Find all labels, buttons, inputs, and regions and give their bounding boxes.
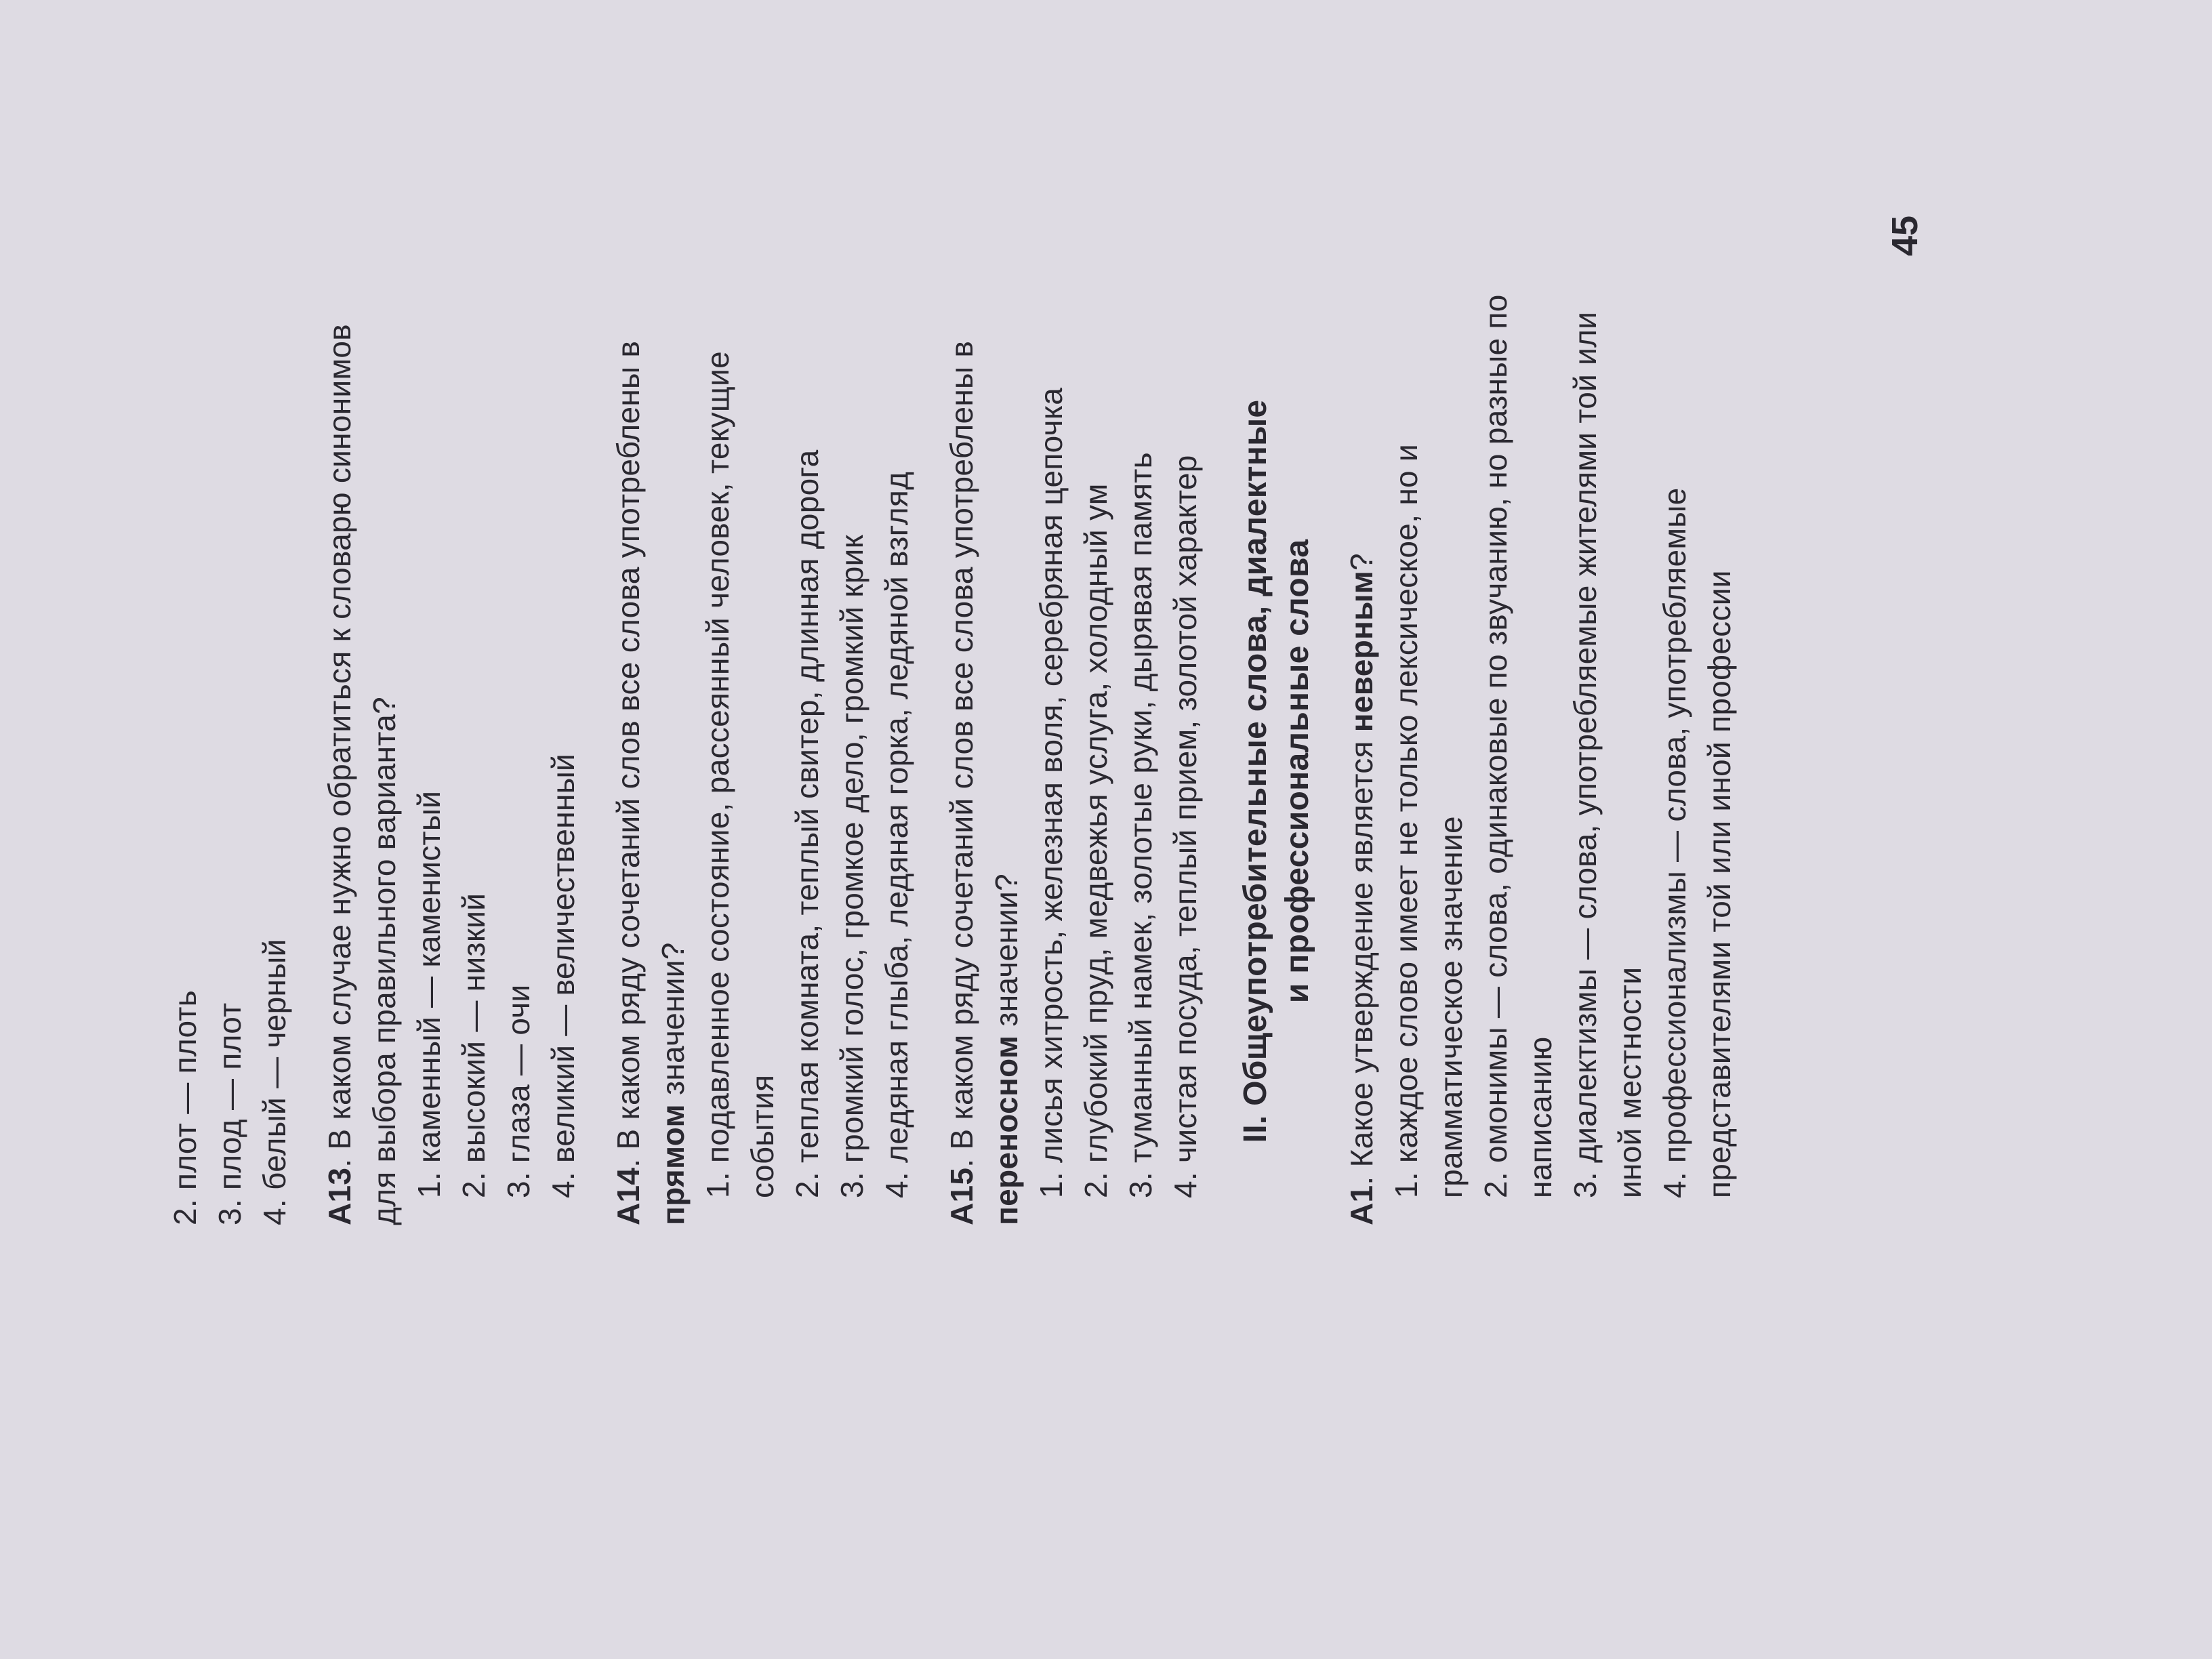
- question-a15: [939, 263, 1208, 1279]
- option: [830, 263, 874, 1279]
- option-text: каменный — каменистый: [411, 790, 447, 1163]
- option-text: великий — величественный: [546, 753, 581, 1163]
- option: [1473, 263, 1563, 1279]
- option: [785, 263, 830, 1279]
- option-text: подавленное состояние, рассеянный человек, текущие события: [700, 351, 780, 1198]
- option-number: 3.: [1123, 1172, 1158, 1198]
- page-content: [163, 263, 1742, 1279]
- option-text: туманный намек, золотые руки, дырявая память: [1123, 452, 1158, 1163]
- option-number: 3.: [501, 1172, 536, 1198]
- option: [1652, 263, 1742, 1279]
- option-number: 3.: [1568, 1172, 1603, 1198]
- item-text: плот — плоть: [167, 989, 203, 1190]
- question-label: А13: [322, 1167, 357, 1225]
- option-text: громкий голос, громкое дело, громкий крик: [834, 534, 869, 1163]
- option: [451, 263, 496, 1279]
- page-number: 45: [1885, 215, 1925, 256]
- option: [1118, 263, 1163, 1279]
- question-text: [606, 263, 695, 1279]
- option-text: теплая комната, теплый свитер, длинная дорога: [790, 449, 825, 1163]
- option-number: 1.: [1033, 1172, 1069, 1198]
- option-number: 1.: [411, 1172, 447, 1198]
- question-label: А1: [1344, 1185, 1379, 1225]
- option: [1384, 263, 1473, 1279]
- option: [1563, 263, 1652, 1279]
- item-text: белый — черный: [257, 939, 292, 1190]
- option-text: чистая посуда, теплый прием, золотой характер: [1168, 455, 1203, 1163]
- question-body: . В каком случае нужно обратиться к словарю синонимов для выбора правильного варианта?: [322, 324, 402, 1225]
- option-number: 1.: [700, 1172, 735, 1198]
- question-label: А14: [611, 1167, 646, 1225]
- option-text: ледяная глыба, ледяная горка, ледяной взгляд: [879, 471, 914, 1163]
- option-text: омонимы — слова, одинаковые по звучанию, но разные по написанию: [1478, 294, 1558, 1198]
- question-text: [939, 263, 1029, 1279]
- question-body-end: значении?: [655, 942, 691, 1105]
- items-top: [163, 263, 297, 1279]
- list-item: [252, 263, 297, 1279]
- question-body: . Какое утверждение является: [1344, 732, 1379, 1185]
- option-number: 4.: [879, 1172, 914, 1198]
- option-number: 2.: [1078, 1172, 1113, 1198]
- question-body-end: ?: [1344, 553, 1379, 571]
- option: [874, 263, 919, 1279]
- option-number: 2.: [1478, 1172, 1513, 1198]
- question-emphasis: прямом: [655, 1104, 691, 1225]
- question-a13: [317, 263, 586, 1279]
- list-item: [163, 263, 207, 1279]
- question-text: [317, 263, 407, 1279]
- option: [1029, 263, 1073, 1279]
- item-number: 3.: [212, 1199, 247, 1225]
- option: [695, 263, 785, 1279]
- option: [1073, 263, 1118, 1279]
- option-text: глубокий пруд, медвежья услуга, холодный ум: [1078, 483, 1113, 1163]
- option-text: каждое слово имеет не только лексическое, но и грамматическое значение: [1389, 443, 1469, 1198]
- option: [1163, 263, 1208, 1279]
- section-heading: [1235, 263, 1319, 1279]
- section-heading-line2: и профессиональные слова: [1279, 539, 1315, 1004]
- section-heading-line1: II. Общеупотребительные слова, диалектные: [1237, 399, 1273, 1143]
- option: [407, 263, 451, 1279]
- option-text: глаза — очи: [501, 984, 536, 1163]
- question-a1: [1339, 263, 1742, 1279]
- option-number: 3.: [834, 1172, 869, 1198]
- item-text: плод — плот: [212, 1002, 247, 1190]
- question-body: . В каком ряду сочетаний слов все слова употреблены в: [611, 340, 646, 1168]
- item-number: 2.: [167, 1199, 203, 1225]
- question-a14: [606, 263, 919, 1279]
- option: [496, 263, 541, 1279]
- question-body-end: значении?: [989, 874, 1024, 1036]
- option-number: 1.: [1389, 1172, 1424, 1198]
- option-number: 4.: [1657, 1172, 1692, 1198]
- question-body: . В каком ряду сочетаний слов все слова употреблены в: [944, 340, 979, 1168]
- question-label: А15: [944, 1167, 979, 1225]
- question-emphasis: неверным: [1344, 570, 1379, 733]
- option-number: 4.: [1168, 1172, 1203, 1198]
- option: [541, 263, 586, 1279]
- option-text: лисья хитрость, железная воля, серебряная цепочка: [1033, 387, 1069, 1163]
- list-item: [207, 263, 252, 1279]
- question-emphasis: переносном: [989, 1035, 1024, 1225]
- option-text: высокий — низкий: [456, 893, 491, 1163]
- option-text: профессионализмы — слова, употребляемые представителями той или иной профессии: [1657, 487, 1737, 1198]
- item-number: 4.: [257, 1199, 292, 1225]
- option-number: 4.: [546, 1172, 581, 1198]
- option-number: 2.: [790, 1172, 825, 1198]
- option-number: 2.: [456, 1172, 491, 1198]
- question-text: [1339, 263, 1384, 1279]
- option-text: диалектизмы — слова, употребляемые жителями той или иной местности: [1568, 311, 1647, 1198]
